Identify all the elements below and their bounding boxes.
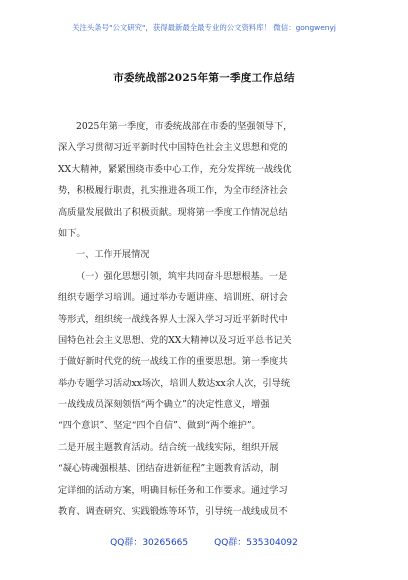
paragraph-line: “四个意识”、坚定“四个自信”、做到“两个维护”。 — [58, 420, 261, 432]
paragraph-line: 教育、调查研究、实践锻炼等环节，引导统一战线成员不 — [58, 506, 288, 518]
qq-group-2: QQ群：535304092 — [214, 538, 298, 548]
paragraph-line: 一战线成员深刻领悟“两个确立”的决定性意义，增强 — [58, 399, 270, 411]
paragraph-line: 高质量发展做出了积极贡献。现将第一季度工作情况总结 — [58, 206, 288, 218]
paragraph-line: （一）强化思想引领，筑牢共同奋斗思想根基。一是 — [76, 270, 288, 282]
paragraph-line: 定详细的活动方案，明确目标任务和工作要求。通过学习 — [58, 484, 288, 496]
paragraph-line: 深入学习贯彻习近平新时代中国特色社会主义思想和党的 — [58, 142, 288, 154]
paragraph-line: 国特色社会主义思想、党的XX大精神以及习近平总书记关 — [58, 334, 292, 346]
paragraph-line: 势，积极履行职责，扎实推进各项工作，为全市经济社会 — [58, 185, 288, 197]
paragraph-line: 举办专题学习活动xx场次，培训人数达xx余人次，引导统 — [58, 377, 291, 389]
paragraph-line: XX大精神，紧紧围绕市委中心工作，充分发挥统一战线优 — [58, 163, 292, 175]
paragraph-line: 等形式，组织统一战线各界人士深入学习习近平新时代中 — [58, 313, 288, 325]
document-body — [58, 116, 350, 522]
paragraph-line: 二是开展主题教育活动。结合统一战线实际，组织开展 — [58, 441, 279, 453]
qq-group-1: QQ群：30265665 — [110, 538, 189, 548]
document-title: 市委统战部2025年第一季度工作总结 — [113, 72, 295, 84]
paragraph-line: 组织专题学习培训。通过举办专题讲座、培训班、研讨会 — [58, 292, 288, 304]
header-notice: 关注头条号"公文研究"，获得最新最全最专业的公文资料库！ 微信：gongwenyj — [72, 23, 336, 32]
paragraph-line: 如下。 — [58, 227, 86, 239]
paragraph-line: 于做好新时代党的统一战线工作的重要思想。第一季度共 — [58, 356, 288, 368]
footer-contacts — [0, 535, 408, 548]
section-heading: 一、工作开展情况 — [76, 249, 150, 261]
paragraph-line: “凝心铸魂强根基、团结奋进新征程”主题教育活动，制 — [58, 463, 279, 475]
paragraph-line: 2025年第一季度，市委统战部在市委的坚强领导下， — [76, 121, 293, 132]
